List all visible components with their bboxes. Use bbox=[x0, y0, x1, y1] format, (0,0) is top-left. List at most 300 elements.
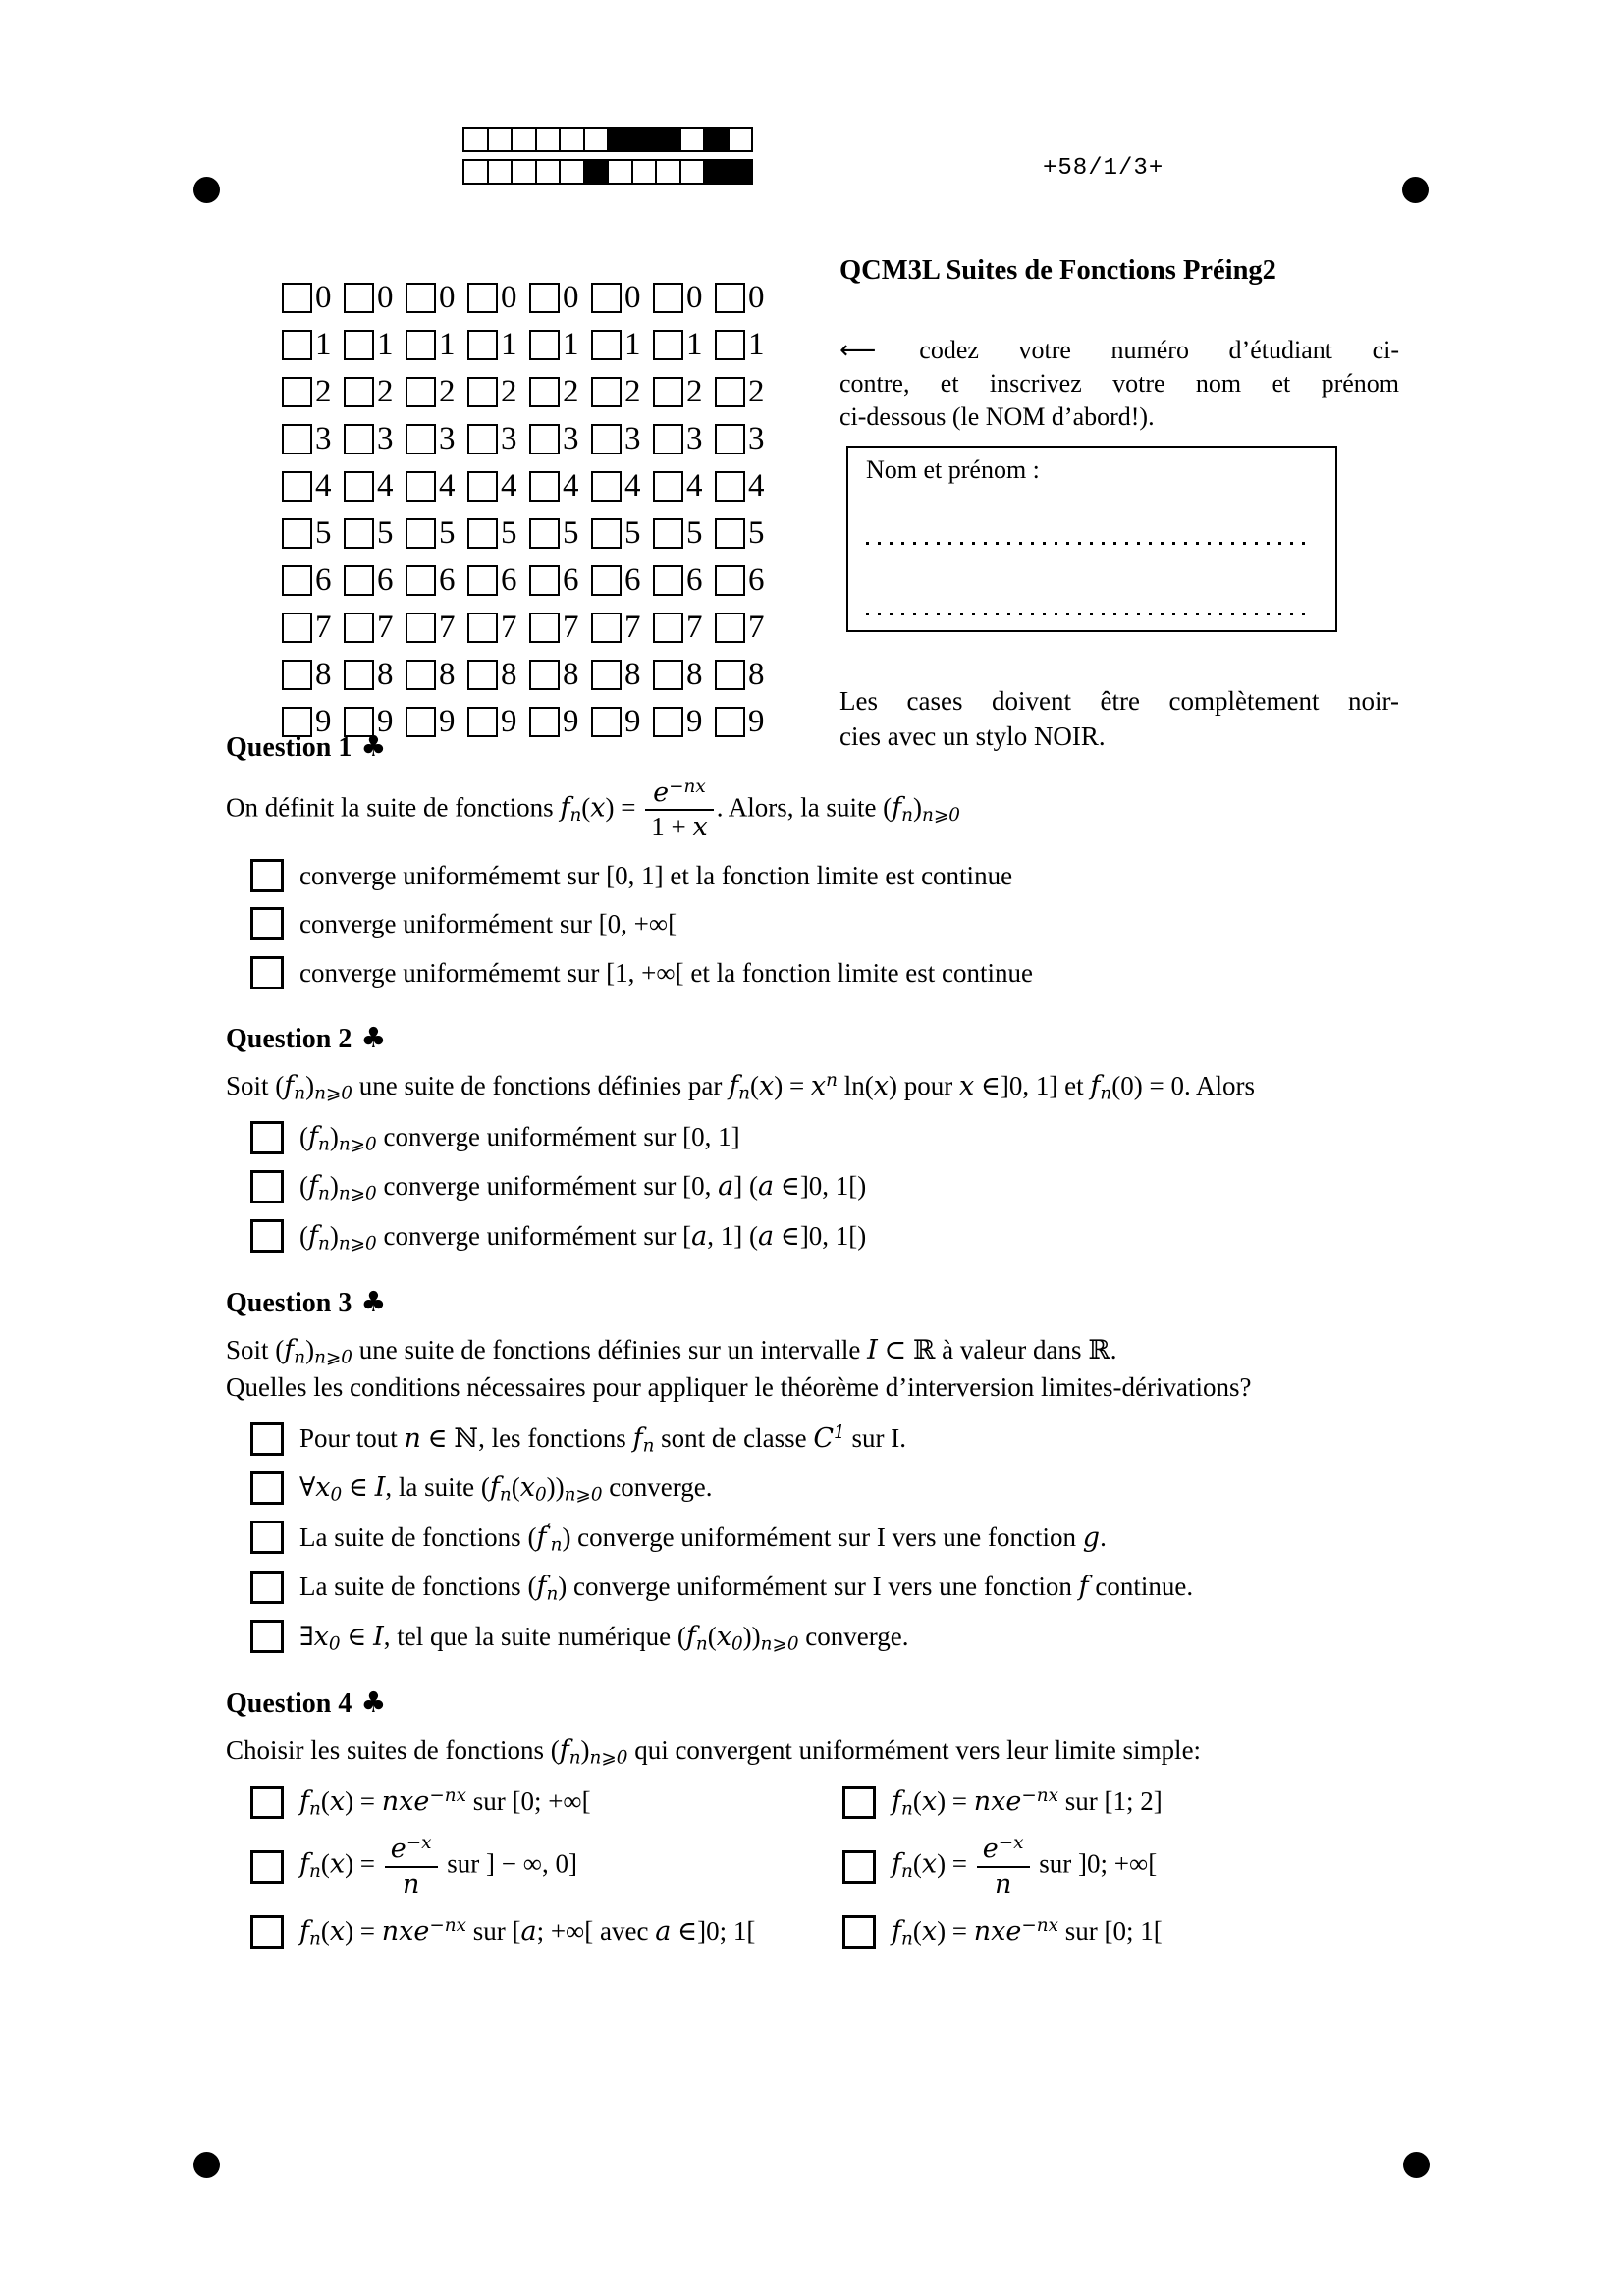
fraction: $\frac{e^{-x}}{n}$ bbox=[977, 1833, 1030, 1900]
question-2-heading bbox=[226, 1020, 1400, 1056]
digit-label: 4 bbox=[501, 468, 517, 504]
digit-checkbox[interactable] bbox=[653, 377, 683, 407]
digit-checkbox[interactable] bbox=[591, 613, 622, 643]
name-write-line-1[interactable] bbox=[866, 542, 1306, 545]
digit-label: 7 bbox=[315, 610, 332, 645]
barcode-cell bbox=[487, 127, 514, 152]
digit-checkbox[interactable] bbox=[467, 613, 498, 643]
digit-label: 0 bbox=[624, 280, 641, 315]
digit-label: 1 bbox=[377, 327, 394, 362]
barcode-cell bbox=[535, 159, 562, 185]
digit-cell bbox=[467, 329, 529, 361]
digit-checkbox[interactable] bbox=[344, 377, 374, 407]
question-2-option-1 bbox=[250, 1119, 1400, 1155]
digit-cell bbox=[467, 659, 529, 691]
digit-label: 7 bbox=[748, 610, 765, 645]
barcode-cell bbox=[559, 127, 585, 152]
barcode-cell bbox=[679, 127, 706, 152]
option-label: $(f_n)_{n⩾0}$ converge uniformément sur [a, 1] (a ∈]0, 1[) bbox=[299, 1220, 867, 1255]
digit-checkbox[interactable] bbox=[406, 283, 436, 313]
digit-label: 4 bbox=[439, 468, 456, 504]
digit-label: 6 bbox=[377, 562, 394, 598]
question-1-option-1 bbox=[250, 858, 1400, 893]
answer-checkbox[interactable] bbox=[842, 1850, 876, 1884]
digit-checkbox[interactable] bbox=[282, 660, 312, 690]
digit-cell bbox=[591, 470, 653, 503]
barcode-cell bbox=[655, 159, 681, 185]
option-label: converge uniformément sur [0, +∞[ bbox=[299, 909, 677, 939]
answer-checkbox[interactable] bbox=[250, 956, 284, 989]
exam-title: QCM3L Suites de Fonctions Préing2 bbox=[839, 255, 1276, 286]
digit-checkbox[interactable] bbox=[467, 660, 498, 690]
digit-label: 1 bbox=[315, 327, 332, 362]
barcode-cell bbox=[728, 159, 754, 185]
question-3-option-4 bbox=[250, 1569, 1400, 1605]
digit-cell bbox=[406, 423, 467, 455]
digit-checkbox[interactable] bbox=[467, 377, 498, 407]
question-4-option-2 bbox=[842, 1784, 1400, 1820]
digit-cell bbox=[653, 329, 715, 361]
digit-checkbox[interactable] bbox=[406, 377, 436, 407]
digit-checkbox[interactable] bbox=[715, 330, 745, 360]
question-4-option-6 bbox=[842, 1913, 1400, 1949]
digit-checkbox[interactable] bbox=[591, 471, 622, 502]
digit-cell bbox=[344, 282, 406, 314]
digit-label: 9 bbox=[315, 704, 332, 739]
question-3-option-3 bbox=[250, 1520, 1400, 1556]
option-label: $(f_n)_{n⩾0}$ converge uniformément sur [0, a] (a ∈]0, 1[) bbox=[299, 1171, 867, 1204]
digit-cell bbox=[715, 470, 777, 503]
digit-checkbox[interactable] bbox=[344, 565, 374, 596]
page-code: +58/1/3+ bbox=[1043, 155, 1164, 182]
digit-cell bbox=[282, 376, 344, 408]
digit-label: 4 bbox=[315, 468, 332, 504]
fill-instruction-line: Les cases doivent être complètement noir- bbox=[839, 685, 1399, 716]
instruction-line: contre, et inscrivez votre nom et prénom bbox=[839, 368, 1399, 398]
digit-label: 9 bbox=[748, 704, 765, 739]
digit-cell bbox=[653, 612, 715, 644]
digit-cell bbox=[282, 329, 344, 361]
digit-checkbox[interactable] bbox=[282, 565, 312, 596]
digit-cell bbox=[344, 329, 406, 361]
digit-checkbox[interactable] bbox=[529, 424, 560, 454]
digit-checkbox[interactable] bbox=[653, 565, 683, 596]
digit-checkbox[interactable] bbox=[529, 377, 560, 407]
digit-checkbox[interactable] bbox=[344, 283, 374, 313]
barcode-cell bbox=[631, 159, 658, 185]
corner-marker-dot bbox=[193, 2152, 220, 2178]
digit-label: 9 bbox=[501, 704, 517, 739]
digit-checkbox[interactable] bbox=[406, 660, 436, 690]
digit-cell bbox=[653, 659, 715, 691]
digit-cell bbox=[591, 423, 653, 455]
barcode-cell bbox=[487, 159, 514, 185]
digit-label: 3 bbox=[501, 421, 517, 456]
digit-checkbox[interactable] bbox=[344, 330, 374, 360]
digit-cell bbox=[715, 564, 777, 597]
digit-label: 7 bbox=[439, 610, 456, 645]
digit-checkbox[interactable] bbox=[529, 330, 560, 360]
digit-cell bbox=[529, 282, 591, 314]
digit-cell bbox=[344, 470, 406, 503]
digit-label: 8 bbox=[501, 657, 517, 692]
digit-checkbox[interactable] bbox=[344, 471, 374, 502]
digit-checkbox[interactable] bbox=[591, 518, 622, 549]
digit-checkbox[interactable] bbox=[591, 377, 622, 407]
digit-grid-row bbox=[282, 659, 777, 691]
digit-checkbox[interactable] bbox=[591, 424, 622, 454]
digit-label: 6 bbox=[501, 562, 517, 598]
digit-cell bbox=[406, 470, 467, 503]
digit-checkbox[interactable] bbox=[282, 330, 312, 360]
digit-label: 0 bbox=[501, 280, 517, 315]
digit-label: 2 bbox=[686, 374, 703, 409]
digit-checkbox[interactable] bbox=[653, 283, 683, 313]
statement-line: On définit la suite de fonctions $f_n(x)$ = $\frac{e^{-nx}}{1 + x}$ . Alors, la suite $(f_n)_{n⩾0}$ bbox=[226, 775, 960, 843]
question-3-statement bbox=[226, 1332, 1400, 1407]
digit-checkbox[interactable] bbox=[467, 283, 498, 313]
digit-label: 3 bbox=[439, 421, 456, 456]
corner-marker-dot bbox=[193, 177, 220, 203]
digit-label: 3 bbox=[377, 421, 394, 456]
digit-label: 8 bbox=[377, 657, 394, 692]
option-label: La suite de fonctions $(f_n)$ converge uniformément sur I vers une fonction f continue. bbox=[299, 1572, 1194, 1605]
digit-cell bbox=[406, 376, 467, 408]
barcode-cell bbox=[607, 159, 633, 185]
digit-cell bbox=[467, 564, 529, 597]
digit-grid-row bbox=[282, 423, 777, 455]
digit-cell bbox=[406, 282, 467, 314]
digit-checkbox[interactable] bbox=[715, 283, 745, 313]
statement-line: Quelles les conditions nécessaires pour appliquer le théorème d’interversion limites-dérivations? bbox=[226, 1372, 1252, 1402]
digit-cell bbox=[529, 423, 591, 455]
digit-label: 2 bbox=[748, 374, 765, 409]
digit-grid-row bbox=[282, 517, 777, 550]
answer-checkbox[interactable] bbox=[250, 1471, 284, 1505]
digit-checkbox[interactable] bbox=[344, 518, 374, 549]
statement-line: Choisir les suites de fonctions $(f_n)_{n⩾0}$ qui convergent uniformément vers leur limite simple: bbox=[226, 1735, 1202, 1769]
question-3-option-2 bbox=[250, 1469, 1400, 1506]
barcode-row bbox=[462, 159, 753, 185]
club-suit-icon: ♣ bbox=[360, 1285, 387, 1319]
digit-checkbox[interactable] bbox=[282, 613, 312, 643]
digit-checkbox[interactable] bbox=[406, 518, 436, 549]
digit-checkbox[interactable] bbox=[715, 518, 745, 549]
question-3-option-5 bbox=[250, 1619, 1400, 1655]
digit-checkbox[interactable] bbox=[591, 330, 622, 360]
digit-checkbox[interactable] bbox=[529, 565, 560, 596]
digit-label: 8 bbox=[439, 657, 456, 692]
digit-checkbox[interactable] bbox=[282, 471, 312, 502]
digit-checkbox[interactable] bbox=[653, 613, 683, 643]
question-heading-label: Question 3 bbox=[226, 1288, 352, 1319]
barcode-cell bbox=[583, 127, 610, 152]
digit-label: 5 bbox=[439, 515, 456, 551]
digit-label: 0 bbox=[563, 280, 579, 315]
barcode-cell bbox=[511, 159, 537, 185]
answer-checkbox[interactable] bbox=[250, 859, 284, 892]
info-column bbox=[839, 253, 1399, 754]
digit-cell bbox=[591, 517, 653, 550]
answer-checkbox[interactable] bbox=[842, 1915, 876, 1949]
question-4-options bbox=[226, 1784, 1400, 1963]
option-label: $\forall x_0$ ∈ I, la suite $(f_n(x_0))_{n⩾0}$ converge. bbox=[299, 1472, 713, 1506]
digit-cell bbox=[282, 564, 344, 597]
barcode-cell bbox=[559, 159, 585, 185]
digit-checkbox[interactable] bbox=[653, 424, 683, 454]
digit-cell bbox=[715, 423, 777, 455]
digit-checkbox[interactable] bbox=[653, 518, 683, 549]
barcode-cell bbox=[462, 127, 489, 152]
digit-cell bbox=[591, 564, 653, 597]
digit-checkbox[interactable] bbox=[715, 471, 745, 502]
barcode-cell bbox=[511, 127, 537, 152]
question-4-option-4 bbox=[842, 1833, 1400, 1900]
question-2-option-2 bbox=[250, 1168, 1400, 1204]
digit-grid-row bbox=[282, 329, 777, 361]
digit-grid-row bbox=[282, 470, 777, 503]
barcode-cell bbox=[583, 159, 610, 185]
question-4-heading bbox=[226, 1684, 1400, 1721]
digit-label: 5 bbox=[624, 515, 641, 551]
digit-checkbox[interactable] bbox=[715, 565, 745, 596]
barcode-cell bbox=[655, 127, 681, 152]
digit-label: 1 bbox=[748, 327, 765, 362]
digit-cell bbox=[529, 329, 591, 361]
answer-checkbox[interactable] bbox=[250, 1850, 284, 1884]
question-3-heading bbox=[226, 1284, 1400, 1320]
answer-checkbox[interactable] bbox=[250, 1219, 284, 1253]
digit-cell bbox=[529, 517, 591, 550]
club-suit-icon: ♣ bbox=[360, 1021, 387, 1055]
digit-label: 5 bbox=[686, 515, 703, 551]
digit-cell bbox=[591, 659, 653, 691]
digit-checkbox[interactable] bbox=[282, 377, 312, 407]
digit-label: 7 bbox=[501, 610, 517, 645]
digit-label: 7 bbox=[377, 610, 394, 645]
question-3-option-1 bbox=[250, 1420, 1400, 1457]
digit-cell bbox=[529, 612, 591, 644]
digit-checkbox[interactable] bbox=[529, 471, 560, 502]
digit-grid-row bbox=[282, 612, 777, 644]
digit-checkbox[interactable] bbox=[467, 424, 498, 454]
digit-cell bbox=[653, 282, 715, 314]
digit-cell bbox=[529, 564, 591, 597]
digit-cell bbox=[406, 564, 467, 597]
digit-label: 1 bbox=[439, 327, 456, 362]
digit-cell bbox=[344, 517, 406, 550]
digit-cell bbox=[467, 423, 529, 455]
digit-cell bbox=[344, 376, 406, 408]
digit-checkbox[interactable] bbox=[406, 471, 436, 502]
question-1-statement bbox=[226, 776, 1400, 844]
fill-instruction-line: cies avec un stylo NOIR. bbox=[839, 721, 1106, 751]
answer-checkbox[interactable] bbox=[842, 1786, 876, 1819]
digit-checkbox[interactable] bbox=[406, 613, 436, 643]
student-number-grid bbox=[282, 282, 777, 753]
digit-checkbox[interactable] bbox=[591, 283, 622, 313]
club-suit-icon: ♣ bbox=[360, 1684, 387, 1719]
digit-grid-row bbox=[282, 282, 777, 314]
digit-cell bbox=[344, 612, 406, 644]
question-1-options bbox=[226, 858, 1400, 990]
question-2-statement bbox=[226, 1068, 1400, 1105]
digit-cell bbox=[529, 659, 591, 691]
statement-line: Soit $(f_n)_{n⩾0}$ une suite de fonctions définies sur un intervalle I ⊂ ℝ à valeur dans ℝ. bbox=[226, 1335, 1117, 1368]
digit-cell bbox=[282, 423, 344, 455]
questions-container bbox=[226, 728, 1400, 1962]
digit-label: 5 bbox=[563, 515, 579, 551]
digit-label: 2 bbox=[624, 374, 641, 409]
digit-checkbox[interactable] bbox=[529, 283, 560, 313]
digit-label: 6 bbox=[439, 562, 456, 598]
digit-checkbox[interactable] bbox=[467, 565, 498, 596]
digit-label: 8 bbox=[686, 657, 703, 692]
digit-checkbox[interactable] bbox=[653, 330, 683, 360]
digit-label: 6 bbox=[748, 562, 765, 598]
digit-checkbox[interactable] bbox=[406, 330, 436, 360]
digit-label: 9 bbox=[377, 704, 394, 739]
digit-cell bbox=[529, 376, 591, 408]
answer-checkbox[interactable] bbox=[250, 1571, 284, 1604]
option-label: $f_n(x)$ = $\frac{e^{-x}}{n}$ sur ] − ∞, 0] bbox=[299, 1833, 577, 1899]
name-box-label: Nom et prénom : bbox=[866, 454, 1040, 484]
digit-cell bbox=[467, 376, 529, 408]
digit-cell bbox=[591, 376, 653, 408]
digit-checkbox[interactable] bbox=[344, 660, 374, 690]
question-3-options bbox=[226, 1420, 1400, 1655]
digit-checkbox[interactable] bbox=[406, 424, 436, 454]
digit-checkbox[interactable] bbox=[282, 424, 312, 454]
digit-checkbox[interactable] bbox=[467, 471, 498, 502]
digit-label: 1 bbox=[501, 327, 517, 362]
digit-cell bbox=[653, 517, 715, 550]
answer-checkbox[interactable] bbox=[250, 907, 284, 940]
alignment-barcode bbox=[462, 127, 753, 185]
digit-cell bbox=[591, 612, 653, 644]
question-1-heading bbox=[226, 728, 1400, 765]
digit-label: 4 bbox=[624, 468, 641, 504]
digit-label: 2 bbox=[563, 374, 579, 409]
digit-checkbox[interactable] bbox=[653, 471, 683, 502]
digit-checkbox[interactable] bbox=[529, 613, 560, 643]
option-label: $f_n(x) = nxe^{-nx}$ sur [1; 2] bbox=[892, 1785, 1163, 1820]
digit-label: 2 bbox=[377, 374, 394, 409]
digit-label: 3 bbox=[748, 421, 765, 456]
digit-label: 7 bbox=[563, 610, 579, 645]
digit-cell bbox=[406, 612, 467, 644]
digit-label: 6 bbox=[624, 562, 641, 598]
digit-checkbox[interactable] bbox=[653, 660, 683, 690]
answer-checkbox[interactable] bbox=[250, 1170, 284, 1203]
answer-checkbox[interactable] bbox=[250, 1521, 284, 1554]
question-1-option-3 bbox=[250, 955, 1400, 990]
digit-label: 1 bbox=[624, 327, 641, 362]
digit-cell bbox=[282, 470, 344, 503]
digit-grid-row bbox=[282, 564, 777, 597]
barcode-cell bbox=[703, 159, 730, 185]
answer-checkbox[interactable] bbox=[250, 1422, 284, 1456]
statement-line: Soit $(f_n)_{n⩾0}$ une suite de fonctions définies par $f_n(x) = x^n$ ln(x) pour x ∈]0, 1] et $f_n(0) = 0$. Alors bbox=[226, 1069, 1255, 1104]
digit-cell bbox=[591, 329, 653, 361]
digit-cell bbox=[715, 659, 777, 691]
club-suit-icon: ♣ bbox=[360, 729, 387, 763]
digit-label: 0 bbox=[377, 280, 394, 315]
digit-checkbox[interactable] bbox=[467, 330, 498, 360]
digit-label: 9 bbox=[686, 704, 703, 739]
question-2-option-3 bbox=[250, 1218, 1400, 1255]
digit-label: 8 bbox=[748, 657, 765, 692]
name-box bbox=[846, 446, 1337, 632]
question-1-option-2 bbox=[250, 906, 1400, 941]
option-label: converge uniformémemt sur [0, 1] et la fonction limite est continue bbox=[299, 860, 1013, 890]
barcode-cell bbox=[679, 159, 706, 185]
digit-label: 3 bbox=[624, 421, 641, 456]
option-label: Pour tout n ∈ ℕ, les fonctions $f_n$ sont de classe $C^1$ sur I. bbox=[299, 1421, 906, 1457]
digit-checkbox[interactable] bbox=[406, 565, 436, 596]
digit-checkbox[interactable] bbox=[715, 424, 745, 454]
corner-marker-dot bbox=[1403, 2152, 1430, 2178]
option-label: $f_n(x)$ = $\frac{e^{-x}}{n}$ sur ]0; +∞[ bbox=[892, 1833, 1158, 1899]
digit-cell bbox=[282, 659, 344, 691]
question-3 bbox=[226, 1284, 1400, 1655]
digit-checkbox[interactable] bbox=[282, 518, 312, 549]
left-arrow-icon: ⟵ bbox=[839, 335, 875, 365]
corner-marker-dot bbox=[1402, 177, 1429, 203]
option-label: $f_n(x) = nxe^{-nx}$ sur [a; +∞[ avec a ∈]0; 1[ bbox=[299, 1914, 756, 1949]
digit-cell bbox=[467, 517, 529, 550]
barcode-cell bbox=[535, 127, 562, 152]
option-label: $f_n(x) = nxe^{-nx}$ sur [0; 1[ bbox=[892, 1914, 1163, 1949]
digit-checkbox[interactable] bbox=[344, 613, 374, 643]
digit-cell bbox=[282, 517, 344, 550]
answer-checkbox[interactable] bbox=[250, 1620, 284, 1653]
barcode-cell bbox=[631, 127, 658, 152]
digit-checkbox[interactable] bbox=[282, 283, 312, 313]
question-2-options bbox=[226, 1119, 1400, 1255]
digit-checkbox[interactable] bbox=[344, 424, 374, 454]
digit-checkbox[interactable] bbox=[591, 660, 622, 690]
digit-label: 8 bbox=[624, 657, 641, 692]
digit-checkbox[interactable] bbox=[715, 613, 745, 643]
digit-label: 9 bbox=[439, 704, 456, 739]
digit-cell bbox=[406, 329, 467, 361]
name-write-line-2[interactable] bbox=[866, 613, 1306, 615]
answer-checkbox[interactable] bbox=[250, 1915, 284, 1949]
option-label: converge uniformémemt sur [1, +∞[ et la fonction limite est continue bbox=[299, 957, 1034, 988]
digit-cell bbox=[282, 612, 344, 644]
digit-checkbox[interactable] bbox=[467, 518, 498, 549]
digit-checkbox[interactable] bbox=[591, 565, 622, 596]
digit-checkbox[interactable] bbox=[715, 377, 745, 407]
digit-cell bbox=[344, 564, 406, 597]
digit-checkbox[interactable] bbox=[529, 518, 560, 549]
digit-cell bbox=[591, 282, 653, 314]
option-label: $(f_n)_{n⩾0}$ converge uniformément sur [0, 1] bbox=[299, 1121, 740, 1155]
digit-checkbox[interactable] bbox=[715, 660, 745, 690]
question-4-option-1 bbox=[250, 1784, 842, 1820]
digit-label: 9 bbox=[624, 704, 641, 739]
digit-label: 1 bbox=[563, 327, 579, 362]
instruction-line: ci-dessous (le NOM d’abord!). bbox=[839, 401, 1155, 431]
question-heading-label: Question 2 bbox=[226, 1024, 352, 1055]
digit-checkbox[interactable] bbox=[529, 660, 560, 690]
answer-checkbox[interactable] bbox=[250, 1121, 284, 1154]
digit-label: 0 bbox=[439, 280, 456, 315]
answer-checkbox[interactable] bbox=[250, 1786, 284, 1819]
digit-label: 4 bbox=[563, 468, 579, 504]
digit-cell bbox=[715, 282, 777, 314]
